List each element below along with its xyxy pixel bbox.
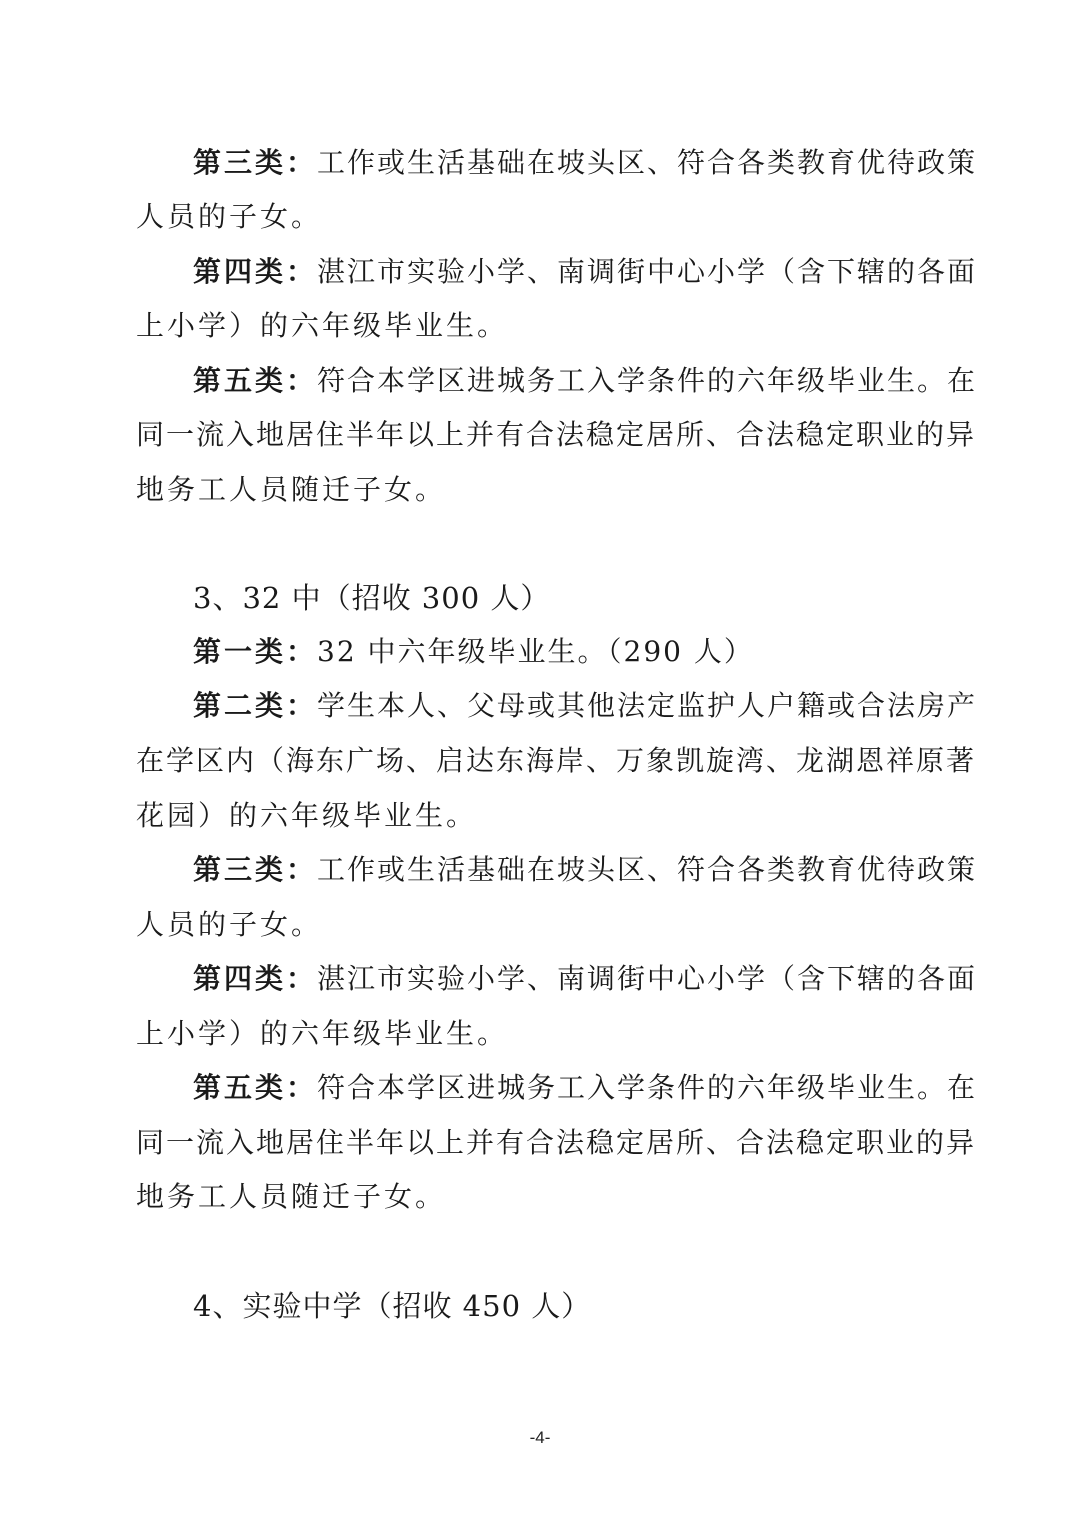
category-text: 学生本人、父母或其他法定监护人户籍或合法房产 [317, 689, 978, 722]
paragraph-line: 地务工人员随迁子女。 [136, 1180, 447, 1213]
paragraph-line [193, 143, 978, 183]
category-label: 第三类： [193, 146, 318, 179]
paragraph-line: 在学区内（海东广场、启达东海岸、万象凯旋湾、龙湖恩祥原著 [136, 744, 977, 777]
section-heading: 4、实验中学（招收 450 人） [193, 1289, 592, 1323]
paragraph-line: 人员的子女。 [136, 908, 323, 941]
paragraph-line: 人员的子女。 [136, 200, 323, 233]
paragraph-line: 上小学）的六年级毕业生。 [136, 1017, 509, 1050]
category-label: 第四类： [193, 255, 318, 288]
category-text: 工作或生活基础在坡头区、符合各类教育优待政策 [317, 853, 978, 886]
category-text: 32 中六年级毕业生。（290 人） [317, 635, 754, 668]
category-text: 符合本学区进城务工入学条件的六年级毕业生。在 [317, 364, 978, 397]
category-label: 第四类： [193, 962, 318, 995]
page-number: -4- [529, 1428, 551, 1447]
category-label: 第五类： [193, 1071, 318, 1104]
paragraph-line [193, 632, 952, 672]
category-text: 符合本学区进城务工入学条件的六年级毕业生。在 [317, 1071, 978, 1104]
paragraph-line: 同一流入地居住半年以上并有合法稳定居所、合法稳定职业的异 [136, 418, 977, 451]
paragraph-line: 同一流入地居住半年以上并有合法稳定居所、合法稳定职业的异 [136, 1126, 977, 1159]
category-label: 第三类： [193, 853, 318, 886]
paragraph-line: 上小学）的六年级毕业生。 [136, 309, 509, 342]
category-text: 湛江市实验小学、南调街中心小学（含下辖的各面 [317, 962, 978, 995]
category-text: 工作或生活基础在坡头区、符合各类教育优待政策 [317, 146, 978, 179]
section-heading: 3、32 中（招收 300 人） [193, 581, 551, 615]
category-label: 第二类： [193, 689, 318, 722]
paragraph-line [193, 1068, 978, 1108]
paragraph-line [193, 252, 978, 292]
paragraph-line: 花园）的六年级毕业生。 [136, 799, 478, 832]
category-label: 第五类： [193, 364, 318, 397]
paragraph-line [193, 361, 978, 401]
paragraph-line [193, 959, 978, 999]
category-label: 第一类： [193, 635, 318, 668]
paragraph-line: 地务工人员随迁子女。 [136, 473, 447, 506]
paragraph-line [193, 850, 978, 890]
category-text: 湛江市实验小学、南调街中心小学（含下辖的各面 [317, 255, 978, 288]
paragraph-line [193, 686, 978, 726]
